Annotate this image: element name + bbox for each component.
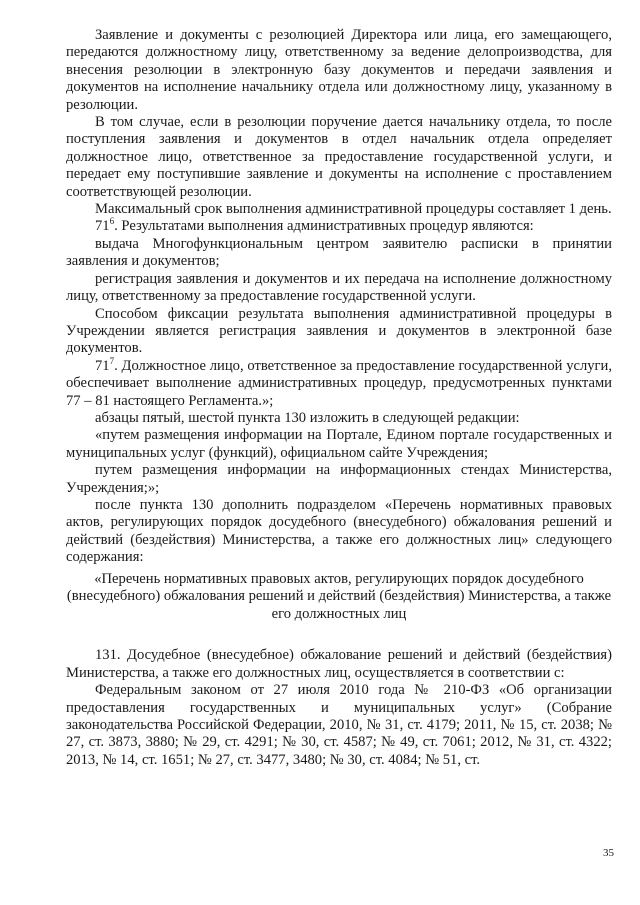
- paragraph: Федеральным законом от 27 июля 2010 года № 210-ФЗ «Об организации предоставления государственных и муниципальных услуг» (Собрание законодательства Российской Федерации, 2010, № 31, ст. 4179; 2011, № 15, ст. 2038; № 27, ст. 3873, 3880; № 29, ст. 4291; № 30, ст. 4587; № 49, ст. 7061; 2012, № 31, ст. 4322; 2013, № 14, ст. 1651; № 27, ст. 3477, 3480; № 30, ст. 4084; № 51, ст.: [66, 682, 612, 768]
- paragraph: Максимальный срок выполнения административной процедуры составляет 1 день.: [95, 201, 612, 218]
- paragraph: Способом фиксации результата выполнения административной процедуры в Учреждении является регистрация заявления и документов в электронной базе документов.: [66, 305, 612, 357]
- item-superscript: 7: [109, 355, 115, 366]
- item-number: 71: [95, 218, 110, 235]
- item-text: . Результатами выполнения административных процедур являются:: [114, 218, 534, 235]
- paragraph: «путем размещения информации на Портале, Едином портале государственных и муниципальных услуг (функций), официальном сайте Учреждения;: [66, 427, 612, 461]
- paragraph: В том случае, если в резолюции поручение дается начальнику отдела, то после поступления заявления и документов в отдел начальник отдела определяет должностное лицо, ответственное за предоставление государственной услуги, и передает ему поступившие заявление и документы на исполнение с проставлением соответствующей резолюции.: [66, 114, 612, 200]
- section-heading: «Перечень нормативных правовых актов, регулирующих порядок досудебного (внесудебного) обжалования решений и действий (бездействия) Министерства, а также его должностных лиц: [66, 570, 612, 622]
- paragraph: Заявление и документы с резолюцией Директора или лица, его замещающего, передаются должностному лицу, ответственному за ведение делопроизводства, для внесения резолюции в электронную базу документов и передачи заявления и документов на исполнение начальнику отдела или должностному лицу, указанному в резолюции.: [66, 27, 612, 113]
- item-superscript: 6: [109, 216, 115, 227]
- item-71-6: [66, 218, 612, 235]
- page-number: 35: [603, 847, 614, 859]
- paragraph-131: 131. Досудебное (внесудебное) обжалование решений и действий (бездействия) Министерства, а также его должностных лиц, осуществляется в соответствии с:: [66, 647, 612, 681]
- spacer: [66, 623, 612, 647]
- item-71-7: [66, 355, 612, 410]
- item-number: 71: [95, 357, 110, 374]
- item-text: . Должностное лицо, ответственное за предоставление государственной услуги, обеспечивает выполнение административных процедур, предусмотренных пунктами 77 – 81 настоящего Регламента.»;: [66, 357, 612, 409]
- paragraph: выдача Многофункциональным центром заявителю расписки в принятии заявления и документов;: [66, 235, 612, 270]
- paragraph: путем размещения информации на информационных стендах Министерства, Учреждения;»;: [66, 462, 612, 496]
- paragraph: регистрация заявления и документов и их передача на исполнение должностному лицу, ответственному за предоставление государственной услуги.: [66, 270, 612, 305]
- paragraph: абзацы пятый, шестой пункта 130 изложить в следующей редакции:: [95, 409, 520, 426]
- paragraph: после пункта 130 дополнить подразделом «Перечень нормативных правовых актов, регулирующих порядок досудебного (внесудебного) обжалования решений и действий (бездействия) Министерства, а также его должностных лиц» следующего содержания:: [66, 496, 612, 566]
